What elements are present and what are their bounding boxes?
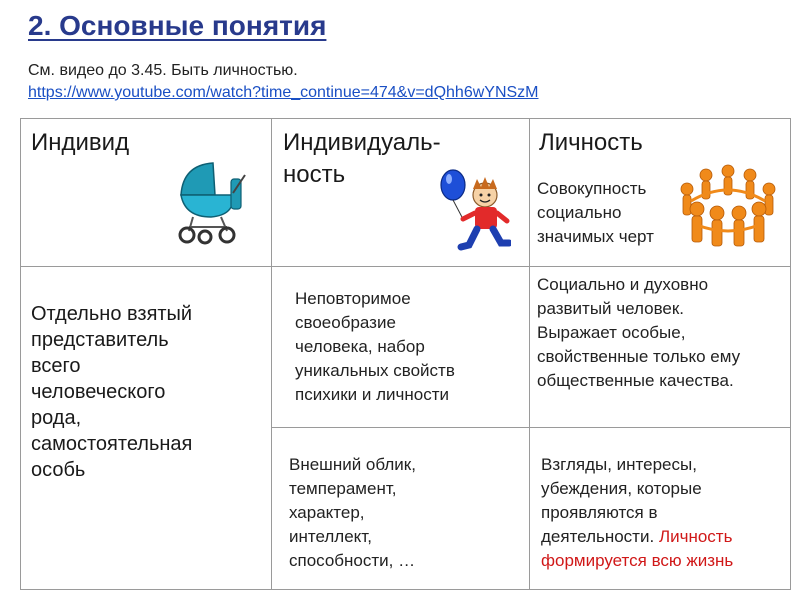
concepts-table (20, 118, 791, 590)
individuality-definition: Неповторимое своеобразие человека, набор уникальных свойств психики и личности (295, 289, 455, 404)
boy-with-balloon-icon (433, 167, 511, 255)
personality-forms-highlight: Личность (658, 527, 733, 546)
video-link[interactable]: https://www.youtube.com/watch?time_continue=474&v=dQhh6wYNSzM (28, 84, 539, 101)
personality-definition: Социально и духовно развитый человек. Выражает особые, свойственные только ему общественные качества. (537, 275, 741, 390)
people-circle-icon (673, 159, 783, 251)
individuality-traits: Внешний облик, темперамент, характер, интеллект, способности, … (289, 455, 416, 570)
personality-short-definition: Совокупность социально значимых черт (537, 179, 654, 246)
personality-forms-lifetime: формируется всю жизнь (541, 551, 734, 570)
personality-traits-line4: деятельности. Личность (541, 527, 733, 546)
row-divider (21, 266, 790, 267)
row-divider (271, 427, 790, 428)
header-individuality: Индивидуаль- ность (283, 129, 441, 188)
video-note: См. видео до 3.45. Быть личностью. (28, 62, 298, 79)
personality-traits: Взгляды, интересы, убеждения, которые проявляются в деятельности. Личность формируется всю жизнь (541, 453, 733, 573)
baby-stroller-icon (171, 157, 251, 247)
individual-definition: Отдельно взятый представитель всего человеческого рода, самостоятельная особь (31, 303, 193, 481)
column-divider (271, 119, 272, 589)
header-individual: Индивид (31, 129, 130, 156)
column-divider (529, 119, 530, 589)
page-title: 2. Основные понятия (28, 10, 327, 41)
header-personality: Личность (539, 129, 643, 156)
